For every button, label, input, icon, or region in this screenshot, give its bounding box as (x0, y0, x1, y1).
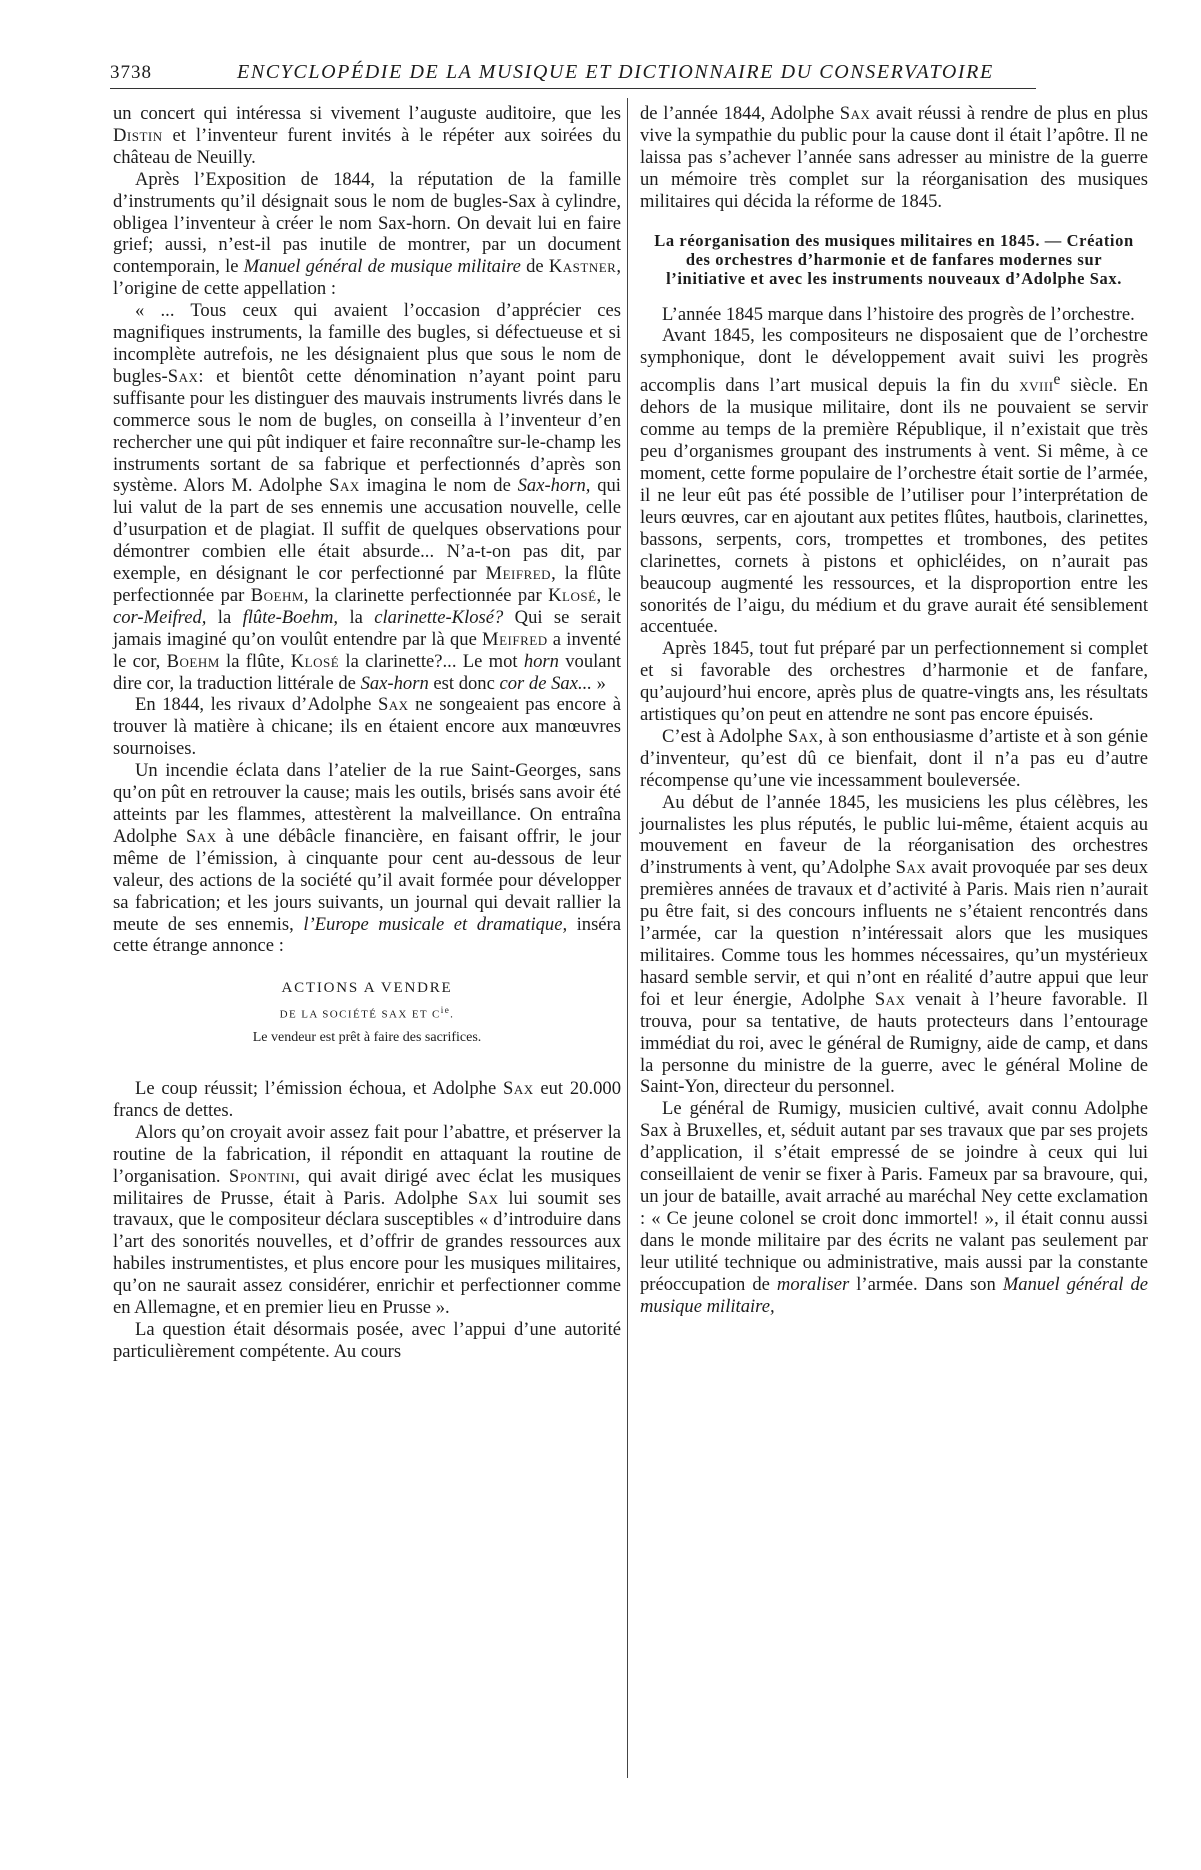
paragraph (113, 103, 621, 169)
text-run: la (338, 606, 375, 628)
text-run: Sax (787, 725, 819, 747)
left-column (113, 103, 621, 1363)
text-run: Après l’Exposition de 1844, la réputation de la famille d’instruments qu’il désignait sous le nom de bugles-Sax à cylindre, obligea l’inventeur à créer le nom Sax-horn. On devait lui en faire grief; aussi, n’est-il pas inutile de montrer, par un document contemporain, le (113, 168, 621, 278)
text-run: » (591, 672, 606, 694)
text-run: Sax (839, 103, 871, 124)
book-title: Manuel général de musique militaire, (640, 1273, 1149, 1317)
text-run: a inventé le cor, (113, 628, 621, 672)
text-run: xviii (1019, 375, 1054, 397)
text-run: Sax (329, 475, 360, 497)
text-run: l’armée. Dans son (849, 1273, 1003, 1295)
text-run: cor-Meifred, (113, 606, 207, 628)
announcement-note: Le vendeur est prêt à faire des sacrifices. (252, 1030, 482, 1045)
quotation-paragraph (113, 300, 621, 694)
text-run: Sax (467, 1187, 499, 1209)
paragraph (640, 726, 1148, 792)
text-run: , à son enthousiasme d’artiste et à son génie d’inventeur, qu’est dû ce bienfait, dont il n’a pas eu d’autre récompense qu’une vie incessamment bouleversée. (640, 725, 1148, 791)
text-run: Klosé (290, 650, 340, 672)
running-title: ENCYCLOPÉDIE DE LA MUSIQUE ET DICTIONNAIRE DU CONSERVATOIRE (237, 61, 994, 83)
text-run: Le coup réussit; l’émission échoua, et Adolphe (135, 1078, 503, 1099)
text-run: Meifred (482, 628, 548, 650)
announcement-title: ACTIONS A VENDRE (281, 980, 453, 997)
text-run: Sax (377, 694, 409, 716)
text-run: venait à l’heure favorable. Il trouva, pour sa tentative, de hauts protecteurs dans l’entourage immédiat du roi, avec le général de Rumigny, aide de camp, et dans la personne du ministre de la guerre, avec le général Moline de Saint-Yon, directeur du personnel. (640, 988, 1148, 1098)
right-column (640, 103, 1148, 1317)
text-run: imagina le nom de (359, 475, 518, 497)
paragraph (640, 1098, 1148, 1317)
text-run: siècle. En dehors de la musique militaire, dont ils ne pouvaient se servir comme au temps de la première République, il n’existait que très peu d’organismes groupant des instruments à vent. Si même, à ce moment, cette forme populaire de l’orchestre était sortie de l’armée, il ne leur eût pas été possible de l’utiliser pour l’interprétation de leurs œuvres, car en ajoutant aux petites flûtes, hautbois, clarinettes, bassons, serpents, cors, trompettes et trombones, des petites clarinettes, cornets à pistons et ophicléides, on n’aurait pas beaucoup augmenté les ressources, et la disproportion entre les sonorités de l’aigu, du médium et du grave aurait été sensiblement accentuée. (640, 375, 1148, 638)
text-run: la (206, 606, 243, 628)
text-run: « ... Tous ceux qui avaient l’occasion d’apprécier ces magnifiques instruments, la famille des bugles, si défectueuse et si incomplète autrefois, ne les désignaient plus que sous le nom de bugles- (113, 300, 621, 387)
paragraph (640, 792, 1148, 1099)
text-run: Au début de l’année 1845, les musiciens les plus célèbres, les journalistes les plus réputés, le public lui-même, étaient acquis au mouvement en faveur de la réorganisation des orchestres d’instruments à vent, qu’Adolphe (640, 791, 1148, 879)
paragraph (113, 694, 621, 760)
text-run: avait réussi à rendre de plus en plus vive la sympathie du public pour la cause dont il était l’apôtre. Il ne laissa pas s’achever l’année sans adresser au ministre de la guerre un mémoire très complet sur la réorganisation des musiques militaires qui décida la réforme de 1845. (640, 103, 1148, 212)
text-run: Sax (167, 365, 199, 387)
paragraph (640, 304, 1148, 326)
text-run: ne songeaient pas encore à trouver là matière à chicane; ils en étaient encore aux manœuvres sournoises. (113, 694, 621, 760)
section-heading: La réorganisation des musiques militaires en 1845. — Création des orchestres d’harmonie et de fanfares modernes sur l’initiative et avec les instruments nouveaux d’Adolphe Sax. (654, 230, 1134, 288)
paragraph (640, 325, 1148, 638)
text-run: à une débâcle financière, en faisant offrir, le jour même de l’émission, à cinquante pour cent au-dessous de leur valeur, des actions de la société qu’il avait formée pour développer sa fabrication; et les jours suivants, un journal qui devait rallier la meute de ses ennemis, (113, 825, 621, 935)
text-run: Après 1845, tout fut préparé par un perfectionnement si complet et si favorable des orchestres d’harmonie et de fanfare, qu’aujourd’hui encore, après plus de quatre-vingts ans, les résultats artistiques qu’on peut en attendre ne sont pas encore épuisés. (640, 638, 1148, 726)
text-run: flûte-Boehm, (242, 606, 339, 628)
text-run: cor de Sax... (499, 672, 592, 694)
text-run: Sax-horn (360, 672, 429, 694)
journal-title: l’Europe musicale et dramatique, (303, 913, 568, 935)
text-run: est donc (428, 672, 500, 694)
text-run: qui lui valut de la part de ses ennemis une accusation nouvelle, celle d’usurpation et de plagiat. Il suffit de quelques observations pour démontrer combien elle était absurde... N’a-t-on pas dit, par exemple, en désignant le cor perfectionné par (113, 475, 621, 585)
text-run: Meifred (485, 563, 552, 585)
text-run: horn (523, 650, 559, 672)
text-run: : et bientôt cette dénomination n’ayant point paru suffisante pour les distinguer des mauvais instruments livrés dans le commerce sous le nom de bugles, on conseilla à l’inventeur d’en rechercher une qui pût indiquer et faire reconnaître sur-le-champ les instruments sortant de sa fabrique et perfectionnés d’après son système. Alors M. Adolphe (113, 365, 621, 497)
paragraph (640, 638, 1148, 726)
text-run: Sax (503, 1078, 534, 1099)
text-run: , qui avait dirigé avec éclat les musiques militaires de Prusse, était à Paris. Adolphe (113, 1165, 622, 1209)
text-run: eut 20.000 francs de dettes. (113, 1078, 621, 1121)
text-run: Alors qu’on croyait avoir assez fait pour l’abattre, et préserver la routine de la fabrication, il répondit en attaquant la routine de l’organisation. (113, 1121, 621, 1187)
text-run: . (450, 1009, 455, 1021)
text-run: et l’inventeur furent invités à le répéter aux soirées du château de Neuilly. (113, 124, 621, 168)
book-title: Manuel général de musique militaire (243, 256, 521, 278)
text-run: Boehm (166, 650, 220, 672)
text-run: Boehm (250, 584, 304, 606)
text-run: inséra cette étrange annonce : (113, 913, 622, 957)
paragraph (113, 169, 621, 300)
text-run: de (520, 256, 549, 278)
text-run: lui soumit ses travaux, que le compositeur déclara susceptibles « d’introduire dans l’art des sonorités nouvelles, et d’offrir de grandes ressources aux habiles instrumentistes, et plus encore pour les musiques militaires, qu’on ne saurait assez considérer, enrichir et perfectionner comme en Allemagne, et en premier lieu en Prusse ». (113, 1187, 621, 1319)
text-run: de l’année 1844, Adolphe (640, 103, 840, 124)
text-run: un concert qui intéressa si vivement l’auguste auditoire, que les (113, 103, 621, 124)
name-kastner: Kastner (548, 256, 617, 278)
paragraph (640, 103, 1148, 213)
text-run: Sax (185, 825, 217, 847)
text-run: C’est à Adolphe (662, 725, 788, 747)
text-run: , l’origine de cette appellation : (113, 256, 621, 300)
text-run: voulant dire cor, la traduction littérale de (113, 650, 622, 694)
text-run: , la flûte perfectionnée par (113, 563, 622, 606)
text-run: la clarinette?... Le mot (339, 650, 524, 672)
text-run: Klosé (548, 584, 597, 606)
text-run: la flûte, (219, 650, 291, 672)
paragraph (113, 760, 621, 957)
text-run: L’année 1845 marque dans l’histoire des progrès de l’orchestre. (662, 303, 1135, 325)
text-run: Le général de Rumigy, musicien cultivé, avait connu Adolphe Sax à Bruxelles, et, séduit autant par ses travaux que par ses projets d’application, il s’était empressé de se joindre à ceux qui lui conseillaient de venir se fixer à Paris. Fameux par sa bravoure, qui, un jour de bataille, avait arraché au maréchal Ney cette exclamation : « Ce jeune colonel se croit donc immortel! », il était connu aussi dans le monde militaire par des écrits ne valant pas seulement par leur utilité technique ou administrative, mais aussi par la constante préoccupation de (640, 1098, 1148, 1295)
page-number: 3738 (110, 62, 152, 83)
text-run: ie (440, 1005, 451, 1016)
paragraph (113, 1078, 621, 1122)
paragraph (113, 1122, 621, 1319)
text-run: clarinette-Klosé? (374, 606, 504, 628)
text-run: Qui se serait jamais imaginé qu’on voulût entendre par là que (113, 606, 622, 650)
paragraph (113, 1319, 621, 1363)
text-run: En 1844, les rivaux d’Adolphe (135, 694, 378, 716)
text-run: e (1053, 371, 1061, 389)
text-run: Sax (874, 988, 906, 1010)
text-run: , le (596, 584, 621, 606)
announcement-subtitle (113, 999, 621, 1026)
text-run: DE LA SOCIÉTÉ SAX ET C (279, 1009, 441, 1021)
share-sale-announcement (113, 977, 621, 1050)
column-rule (627, 98, 628, 1778)
text-run: La question était désormais posée, avec l’appui d’une autorité particulièrement compétente. Au cours (113, 1318, 621, 1362)
text-run: , la clarinette perfectionnée par (303, 584, 549, 606)
name-spontini: Spontini (228, 1165, 296, 1187)
text-run: moraliser (776, 1273, 850, 1295)
text-run: Un incendie éclata dans l’atelier de la rue Saint-Georges, sans qu’on pût en retrouver la cause; mais les outils, brisés sans avoir été atteints par les flammes, attestèrent la malveillance. On entraîna Adolphe (113, 760, 621, 847)
text-run: Avant 1845, les compositeurs ne disposaient que de l’orchestre symphonique, dont le développement avait suivi les progrès accomplis dans l’art musical depuis la fin du (640, 325, 1148, 397)
text-run: Sax-horn, (517, 475, 591, 497)
running-header (110, 62, 1036, 89)
text-run: avait provoquée par ses deux premières années de travaux et d’activité à Paris. Mais rien n’aurait pu être fait, si des concours influents ne s’étaient rencontrés dans l’armée, car la question n’intéressait alors que les musiques militaires. Comme tous les hommes nécessaires, qu’un mystérieux hasard semble servir, et qui n’ont en réalité d’autre appui que leur foi et leur énergie, Adolphe (640, 857, 1148, 1010)
name-distin: Distin (113, 124, 163, 146)
text-run: Sax (895, 857, 927, 879)
